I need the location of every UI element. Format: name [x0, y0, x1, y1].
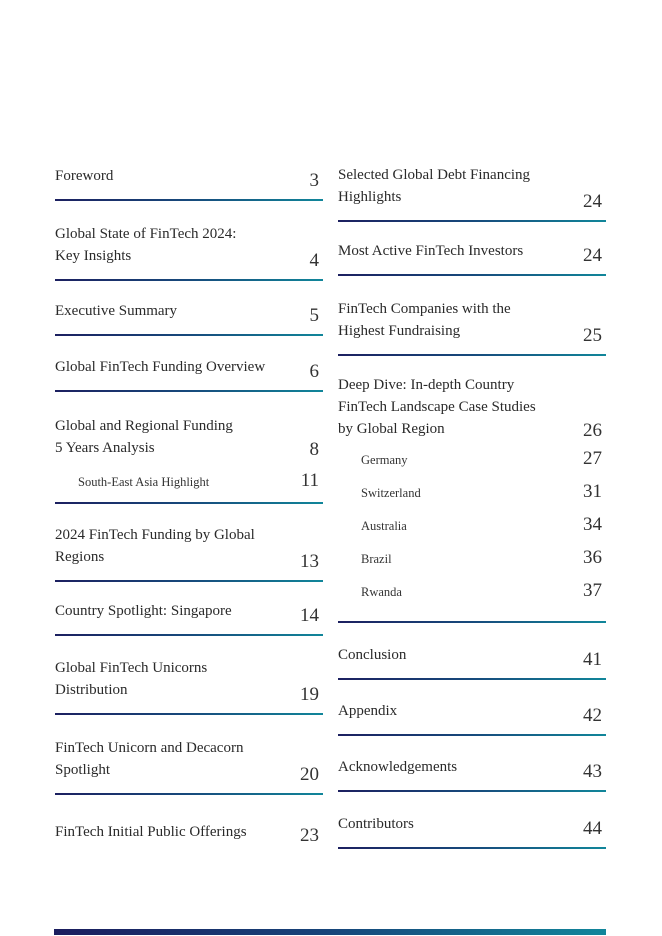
toc-sub-entry[interactable] — [55, 464, 323, 497]
toc-entry-title: Global and Regional Funding 5 Years Analysis — [55, 418, 233, 456]
toc-entry-group — [338, 356, 606, 623]
toc-entry[interactable] — [338, 356, 606, 442]
toc-entry-title: Executive Summary — [55, 303, 178, 319]
toc-entry-title: FinTech Companies with the Highest Fundraising — [338, 301, 511, 339]
toc-sub-entry[interactable] — [338, 442, 606, 475]
toc-entry[interactable] — [55, 636, 323, 715]
toc-entry-page: 24 — [583, 191, 602, 212]
toc-entry-page: 14 — [300, 605, 319, 626]
toc-entry-page: 20 — [300, 764, 319, 785]
toc-right-column — [338, 153, 606, 849]
toc-entry[interactable] — [55, 392, 323, 464]
toc-entry-page: 26 — [583, 420, 602, 441]
toc-sub-entry[interactable] — [338, 475, 606, 508]
toc-entry-title: Global FinTech Unicorns Distribution — [55, 660, 208, 698]
toc-entry[interactable] — [338, 736, 606, 792]
toc-entry-title: Selected Global Debt Financing Highlights — [338, 167, 531, 205]
toc-entry[interactable] — [338, 623, 606, 680]
toc-entry[interactable] — [55, 715, 323, 795]
toc-entry-title: FinTech Unicorn and Decacorn Spotlight — [55, 740, 244, 778]
toc-entry-title: Global State of FinTech 2024: Key Insights — [55, 226, 237, 264]
toc-entry[interactable] — [338, 680, 606, 736]
toc-entry-page: 23 — [300, 825, 319, 846]
toc-sub-entry-title: South-East Asia Highlight — [78, 475, 210, 489]
toc-entry[interactable] — [338, 276, 606, 356]
toc-sub-entry-page: 37 — [583, 580, 602, 601]
toc-entry-page: 41 — [583, 649, 602, 670]
toc-sub-entry-page: 36 — [583, 547, 602, 568]
toc-entry-page: 42 — [583, 705, 602, 726]
toc-left-column — [55, 153, 323, 845]
toc-entry[interactable] — [55, 795, 323, 845]
toc-entry-title: Contributors — [338, 816, 414, 832]
toc-entry-title: Conclusion — [338, 647, 407, 663]
toc-entry[interactable] — [55, 281, 323, 336]
toc-sub-entry[interactable] — [338, 508, 606, 541]
toc-entry-page: 4 — [309, 250, 319, 271]
toc-entry[interactable] — [338, 222, 606, 276]
entry-divider — [338, 847, 606, 850]
toc-sub-entry-title: Switzerland — [361, 486, 421, 500]
footer-gradient-bar — [54, 929, 606, 935]
toc-entry-title: Country Spotlight: Singapore — [55, 603, 232, 619]
toc-entry[interactable] — [55, 201, 323, 281]
toc-sub-entry-title: Brazil — [361, 552, 392, 566]
toc-entry[interactable] — [55, 153, 323, 201]
toc-sub-entry-page: 34 — [583, 514, 602, 535]
toc-entry-page: 24 — [583, 245, 602, 266]
toc-sub-entry[interactable] — [338, 574, 606, 607]
toc-entry-title: 2024 FinTech Funding by Global Regions — [55, 527, 255, 565]
toc-entry-title: Most Active FinTech Investors — [338, 243, 524, 259]
toc-sub-entry-page: 31 — [583, 481, 602, 502]
toc-sub-entry-title: Germany — [361, 453, 408, 467]
toc-sub-entry-title: Australia — [361, 519, 407, 533]
toc-entry[interactable] — [338, 792, 606, 849]
toc-entry-page: 8 — [309, 439, 319, 460]
toc-sub-entry-page: 11 — [300, 470, 319, 491]
toc-sub-entry-title: Rwanda — [361, 585, 402, 599]
toc-entry-title: Acknowledgements — [338, 759, 458, 775]
toc-entry-title: Appendix — [338, 703, 398, 719]
toc-entry-page: 44 — [583, 818, 602, 839]
toc-entry-page: 13 — [300, 551, 319, 572]
toc-entry[interactable] — [55, 504, 323, 582]
toc-entry-group — [55, 392, 323, 504]
toc-entry-title: FinTech Initial Public Offerings — [55, 824, 247, 840]
toc-entry-title: Deep Dive: In-depth Country FinTech Landscape Case Studies by Global Region — [338, 377, 536, 437]
toc-entry-page: 3 — [309, 170, 319, 191]
toc-entry-title: Foreword — [55, 168, 114, 184]
toc-entry-title: Global FinTech Funding Overview — [55, 359, 266, 375]
toc-entry-page: 43 — [583, 761, 602, 782]
toc-sub-entry[interactable] — [338, 541, 606, 574]
toc-entry[interactable] — [55, 582, 323, 636]
toc-sub-entry-page: 27 — [583, 448, 602, 469]
toc-entry-page: 19 — [300, 684, 319, 705]
toc-entry-page: 5 — [309, 305, 319, 326]
toc-entry[interactable] — [55, 336, 323, 392]
toc-entry-page: 6 — [309, 361, 319, 382]
toc-entry-page: 25 — [583, 325, 602, 346]
toc-entry[interactable] — [338, 153, 606, 222]
